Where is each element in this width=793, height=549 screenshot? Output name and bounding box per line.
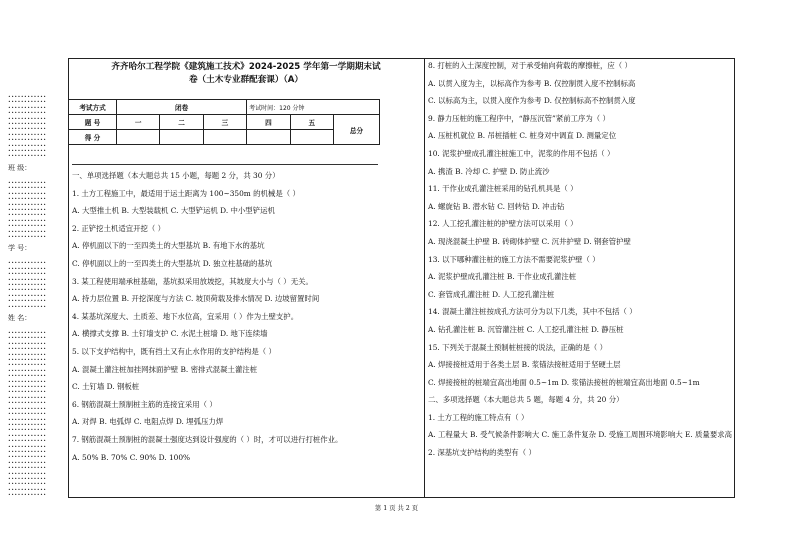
question-text: 11. 干作业成孔灌注桩采用的钻孔机具是（ ） xyxy=(428,184,578,194)
question-text: 7. 钢筋混凝土预制桩的混凝土强度达到设计强度的（ ）时，才可以进行打桩作业。 xyxy=(72,434,343,444)
exam-method-value: 闭卷 xyxy=(117,100,247,115)
question-text: 9. 静力压桩的施工程序中，“静压沉管”紧前工序为（ ） xyxy=(428,113,610,123)
question-options: A. 混凝土灌注桩加挂网抹面护壁 B. 密排式混凝土灌注桩 xyxy=(72,364,258,374)
name-label: 姓 名： xyxy=(8,314,32,322)
score-cell[interactable] xyxy=(203,130,246,145)
question-text: 14. 混凝土灌注桩按成孔方法可分为以下几类，其中不包括（ ） xyxy=(428,307,637,317)
question-options: A. 大型推土机 B. 大型装载机 C. 大型铲运机 D. 中小型铲运机 xyxy=(72,206,275,216)
left-column xyxy=(72,61,420,86)
col-4: 四 xyxy=(247,115,290,130)
col-2: 二 xyxy=(160,115,203,130)
binding-dotted-line: •••••••••••• •••••••••••• •••••••••••• •••••••••••• •••••••••••• •••••••••••• •••••••••••• •••••••••••• •••••••••••• •••••••••••• •••••••••••• •••••••••••• xyxy=(8,95,47,160)
question-options: C. 以标高为主，以贯入度作为参考 D. 仅控制标高不控制贯入度 xyxy=(428,96,636,106)
score-cell[interactable] xyxy=(117,130,160,145)
question-options: A. 以贯入度为主，以标高作为参考 B. 仅控制贯入度不控制标高 xyxy=(428,78,636,88)
question-options: C. 焊接接桩的桩端宜高出地面 0.5~1m D. 浆锚法接桩的桩端宜高出地面 0.5~1m xyxy=(428,377,700,387)
right-column xyxy=(428,61,733,466)
student-id-label: 学 号： xyxy=(8,244,32,253)
binding-dotted-line: •••••••••••• •••••••••••• •••••••••••• •••••••••••• •••••••••••• •••••••••••• •••••••••••• •••••••••••• •••••••••••• xyxy=(8,261,47,310)
question-text: 4. 某基坑深度大、土质差、地下水位高，宜采用（ ）作为土壁支护。 xyxy=(72,311,299,321)
section-heading: 一、单项选择题（本大题总共 15 小题，每题 2 分，共 30 分） xyxy=(72,171,280,180)
score-table xyxy=(68,99,380,145)
section-heading: 二、多项选择题（本大题总共 5 题，每题 4 分，共 20 分） xyxy=(428,395,624,405)
section-divider xyxy=(72,164,378,165)
col-5: 五 xyxy=(290,115,333,130)
question-text: 1. 土方工程的施工特点有（ ） xyxy=(428,412,529,422)
score-cell[interactable] xyxy=(160,130,203,145)
question-options: C. 土钉墙 D. 钢板桩 xyxy=(72,382,140,392)
question-text: 12. 人工挖孔灌注桩的护壁方法可以采用（ ） xyxy=(428,219,578,229)
question-options: A. 工程量大 B. 受气候条件影响大 C. 施工条件复杂 D. 受施工周围环境影响大 E. 质量要求高 xyxy=(428,430,733,440)
question-options: A. 横撑式支撑 B. 土钉墙支护 C. 水泥土桩墙 D. 地下连续墙 xyxy=(72,329,268,339)
question-text: 2. 正铲挖土机适宜开挖（ ） xyxy=(72,223,166,233)
exam-title-line2: 卷（土木专业群配套课）（A） xyxy=(188,74,304,85)
question-options: A. 压桩机就位 B. 吊桩插桩 C. 桩身对中调直 D. 测量定位 xyxy=(428,131,617,141)
binding-dotted-line: •••••••••••• •••••••••••• •••••••••••• •••••••••••• •••••••••••• •••••••••••• •••••••••••• •••••••••••• •••••••••••• •••••••••••• •••••••••••• xyxy=(8,180,47,240)
question-text: 8. 打桩的入土深度控制，对于承受轴向荷载的摩擦桩，应（ ） xyxy=(428,61,632,70)
question-text: 3. 某工程使用端承桩基础，基坑拟采用放坡挖，其坡度大小与（ ）无关。 xyxy=(72,276,313,286)
score-cell[interactable] xyxy=(247,130,290,145)
question-text: 10. 泥浆护壁成孔灌注桩施工中，泥浆的作用不包括（ ） xyxy=(428,148,615,158)
question-no-label: 题 号 xyxy=(69,115,117,130)
binding-dotted-line: •••••••••••• •••••••••••• •••••••••••• •••••••••••• •••••••••••• •••••••••••• •••••••••••• •••••••••••• •••••••••••• •••••••••••• •••••••••••• •••••••••••• •••••••••••• •••••••••••• •••••••••••• •••••••••••• •••••••••••• •••••••••••• •••••••••••• •••••••••••• •••••••••••• •••••••••••• •••••••••••• •••••••••••• •••••••••••• •••••••••••• •••••••••••• •••••••••••• •••••••••••• •••••••••••• •••••••••••• xyxy=(8,331,47,499)
left-questions xyxy=(72,171,420,470)
question-options: A. 携渣 B. 冷却 C. 护壁 D. 防止流沙 xyxy=(428,166,550,176)
col-1: 一 xyxy=(117,115,160,130)
question-text: 5. 以下支护结构中，既有挡土又有止水作用的支护结构是（ ） xyxy=(72,346,276,356)
question-text: 13. 以下哪种灌注桩的施工方法不需要泥浆护壁（ ） xyxy=(428,254,600,264)
question-options: A. 50% B. 70% C. 90% D. 100% xyxy=(72,452,191,462)
question-text: 15. 下列关于混凝土预制桩桩接的说法，正确的是（ ） xyxy=(428,342,608,352)
column-divider xyxy=(424,58,425,498)
score-label: 得 分 xyxy=(69,130,117,145)
question-options: A. 焊接接桩适用于各类土层 B. 浆锚法接桩适用于坚硬土层 xyxy=(428,360,621,370)
question-options: A. 停机面以下的一至四类土的大型基坑 B. 有地下水的基坑 xyxy=(72,241,265,251)
binding-margin xyxy=(8,95,60,499)
exam-title-line1: 齐齐哈尔工程学院《建筑施工技术》2024-2025 学年第一学期期末试 xyxy=(111,62,381,72)
exam-time: 考试时间：120 分钟 xyxy=(247,100,380,115)
exam-method-label: 考试方式 xyxy=(69,100,117,115)
question-options: A. 泥浆护壁成孔灌注桩 B. 干作业成孔灌注桩 xyxy=(428,272,577,282)
question-options: C. 停机面以上的一至四类土的大型基坑 D. 独立柱基础的基坑 xyxy=(72,258,273,268)
total-label: 总分 xyxy=(334,115,380,145)
question-text: 2. 深基坑支护结构的类型有（ ） xyxy=(428,448,536,458)
question-options: A. 钻孔灌注桩 B. 沉管灌注桩 C. 人工挖孔灌注桩 D. 静压桩 xyxy=(428,324,624,334)
question-options: A. 对焊 B. 电弧焊 C. 电阻点焊 D. 埋弧压力焊 xyxy=(72,417,224,427)
page-number: 第 1 页 共 2 页 xyxy=(374,505,419,512)
question-options: A. 现浇混凝土护壁 B. 砖砌体护壁 C. 沉井护壁 D. 钢套管护壁 xyxy=(428,236,631,246)
question-text: 6. 钢筋混凝土预制桩主筋的连接宜采用（ ） xyxy=(72,399,217,409)
col-3: 三 xyxy=(203,115,246,130)
question-options: A. 螺旋钻 B. 潜水钻 C. 回转钻 D. 冲击钻 xyxy=(428,201,565,211)
class-label: 班 级： xyxy=(8,163,32,172)
question-text: 1. 土方工程施工中，最适用于运土距离为 100~350m 的机械是（ ） xyxy=(72,188,300,198)
question-options: A. 持力层位置 B. 开挖深度与方法 C. 坡顶荷载及排水情况 D. 边坡留置时间 xyxy=(72,294,320,304)
score-cell[interactable] xyxy=(290,130,333,145)
question-options: C. 套管成孔灌注桩 D. 人工挖孔灌注桩 xyxy=(428,289,555,299)
